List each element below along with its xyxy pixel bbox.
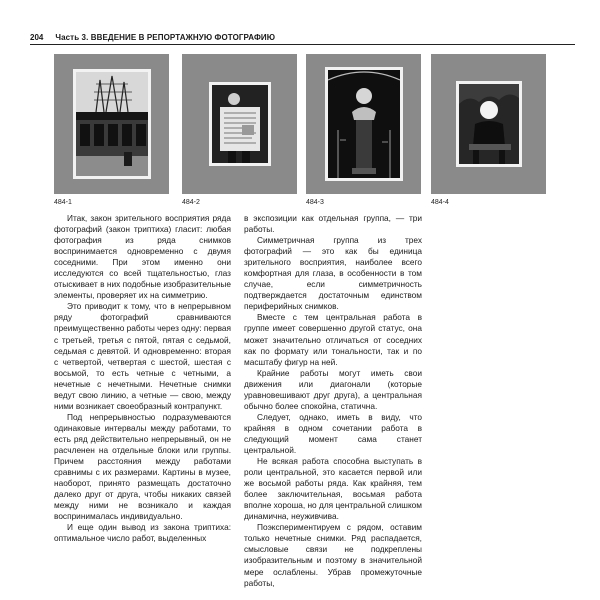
figure-484-2 bbox=[182, 54, 297, 194]
figure-caption: 484-2 bbox=[182, 199, 200, 206]
paragraph: Симметричная группа из трех фотографий — это как бы единица зрительного восприятия, наиболее всего комфортная для глаза, в особенности в том случае, если симметричность подтверждается достаточным единством периферийных снимков. bbox=[244, 235, 422, 312]
paragraph: Это приводит к тому, что в непрерывном ряду фотографий сравниваются преимущественно работы через одну: первая с третьей, третья с пятой, пятая с седьмой, седьмая с девятой. И одновременно: вторая с четвертой, четвертая с шестой, шестая с восьмой, то есть четные с четными, а нечетные с нечетными. Нечетные снимки ведут свою линию, а четные — свою, между ними возникает своеобразный контрапункт. bbox=[54, 301, 231, 411]
page-number: 204 bbox=[30, 33, 44, 42]
paragraph: Крайние работы могут иметь свои движения или диагонали (которые уравновешивают друг друга), а центральная обычно более спокойна, статична. bbox=[244, 367, 422, 411]
photo-bust-statue bbox=[325, 67, 403, 181]
figure-484-3 bbox=[306, 54, 421, 194]
figure-caption: 484-4 bbox=[431, 199, 449, 206]
text-column-left bbox=[54, 213, 231, 544]
photo-row bbox=[54, 54, 554, 214]
figure-484-1 bbox=[54, 54, 169, 194]
figure-484-4 bbox=[431, 54, 546, 194]
paragraph: И еще один вывод из закона триптиха: оптимальное число работ, выделенных bbox=[54, 522, 231, 544]
text-column-right bbox=[244, 213, 422, 589]
paragraph-continued: в экспозиции как отдельная группа, — три работы. bbox=[244, 213, 422, 235]
figure-caption: 484-1 bbox=[54, 199, 72, 206]
paragraph: Под непрерывностью подразумеваются одинаковые интервалы между работами, то есть ряд действительно непрерывный, он не расчленен на отдельные блоки или группы. Причем расстояния между работами сравнимы с их размерами. Картины в музее, наоборот, принято размещать достаточно далеко друг от друга, чтобы никаких связей между ними не возникало и каждая воспринималась индивидуально. bbox=[54, 411, 231, 522]
photo-newspaper-reader bbox=[209, 82, 271, 166]
photo-building bbox=[73, 69, 151, 179]
figure-caption: 484-3 bbox=[306, 199, 324, 206]
paragraph: Вместе с тем центральная работа в группе имеет совершенно другой статус, она может значительно отличаться от соседних как по формату или тональности, так и по масштабу фигур на ней. bbox=[244, 312, 422, 367]
paragraph: Итак, закон зрительного восприятия ряда фотографий (закон триптиха) гласит: любая фотография из ряда снимков воспринимается одновременно с двумя соседними. При этом именно они исследуются со всей тщательностью, глаз отыскивает в них подобные изобразительные элементы, проверяет их на симметрию. bbox=[54, 213, 231, 301]
paragraph: Следует, однако, иметь в виду, что крайняя в одном сочетании работа в следующий момент сама станет центральной. bbox=[244, 411, 422, 455]
paragraph: Поэкспериментируем с рядом, оставим только нечетные снимки. Ряд распадается, смысловые связи не подкреплены изобразительным и поэтому в значительной мере ослаблены. Убрав промежуточные работы, bbox=[244, 522, 422, 588]
chapter-title: Часть 3. ВВЕДЕНИЕ В РЕПОРТАЖНУЮ ФОТОГРАФИЮ bbox=[55, 33, 276, 42]
paragraph: Не всякая работа способна выступать в роли центральной, это касается первой или же восьмой работы ряда. Как крайняя, тем более заключительная, восьмая работа вполне хороша, но для центральной слишком динамична, неуживчива. bbox=[244, 456, 422, 522]
photo-seated-man bbox=[456, 81, 522, 167]
running-header bbox=[30, 31, 575, 45]
